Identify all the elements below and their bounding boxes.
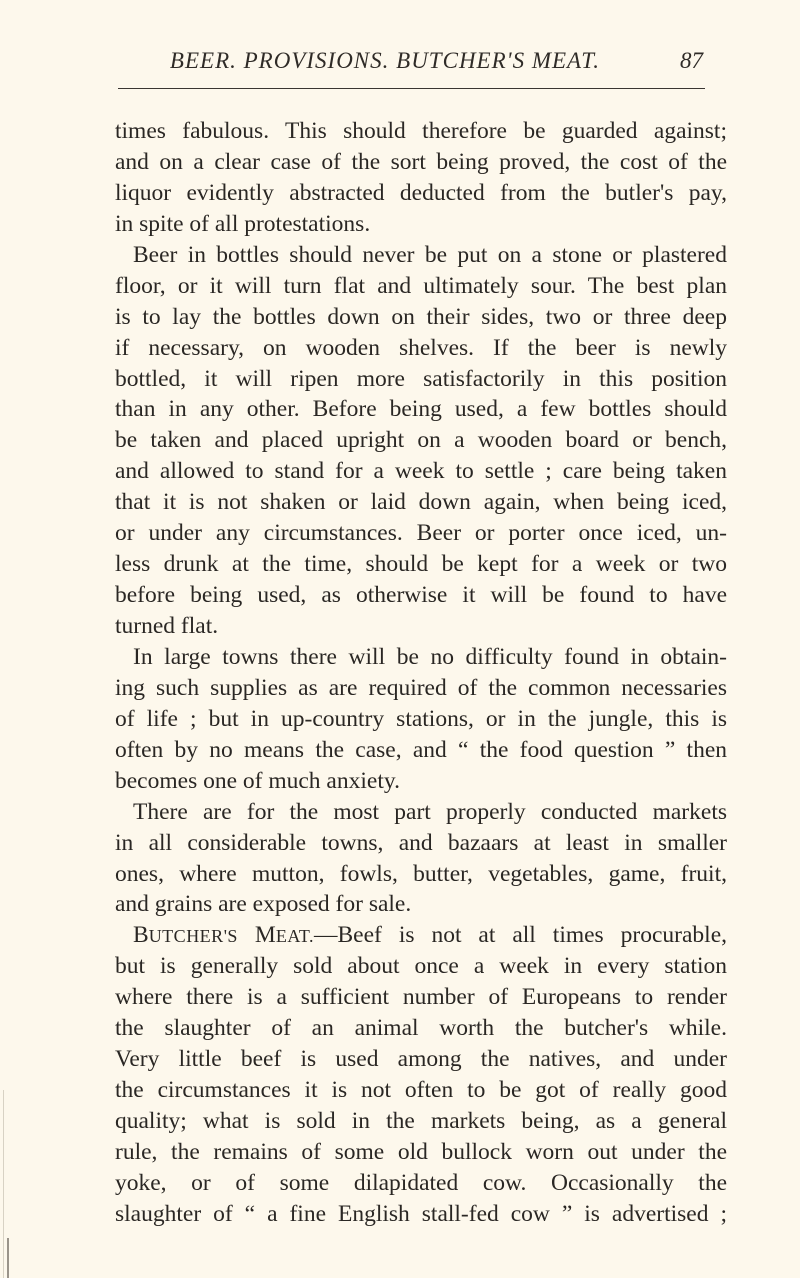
page-edge-shadow <box>3 1090 4 1278</box>
text-line: is to lay the bottles down on their sides, two or three deep <box>115 303 727 330</box>
text-line: ing such supplies as are required of the common necessaries <box>115 674 727 701</box>
text-line: of life ; but in up-country stations, or in the jungle, this is <box>115 705 727 732</box>
text-line: yoke, or of some dilapidated cow. Occasionally the <box>115 1169 727 1196</box>
text-line: be taken and placed upright on a wooden board or bench, <box>115 427 727 454</box>
text-line: where there is a sufficient number of Europeans to render <box>115 984 727 1011</box>
running-title: BEER. PROVISIONS. BUTCHER'S MEAT. <box>169 48 601 73</box>
text-line: rule, the remains of some old bullock worn out under the <box>115 1138 727 1165</box>
text-line: if necessary, on wooden shelves. If the beer is newly <box>115 334 727 361</box>
text-line: bottled, it will ripen more satisfactorily in this position <box>115 365 727 392</box>
paragraph-start-line: There are for the most part properly conducted markets <box>133 798 727 825</box>
text-line: less drunk at the time, should be kept for a week or two <box>115 551 727 578</box>
text-line: and allowed to stand for a week to settle ; care being taken <box>115 458 727 485</box>
header-rule <box>118 88 705 89</box>
text-line: slaughter of “ a fine English stall-fed cow ” is advertised ; <box>115 1200 727 1227</box>
text-line: liquor evidently abstracted deducted from the butler's pay, <box>115 179 727 206</box>
text-line: the slaughter of an animal worth the butcher's while. <box>115 1015 727 1042</box>
text-line: before being used, as otherwise it will be found to have <box>115 582 727 609</box>
text-line: turned flat. <box>115 613 219 639</box>
page-number: 87 <box>680 48 703 73</box>
text-line: in all considerable towns, and bazaars at least in smaller <box>115 829 727 856</box>
text-line: and on a clear case of the sort being proved, the cost of the <box>115 148 727 175</box>
running-head <box>115 48 705 88</box>
text-line: but is generally sold about once a week in every station <box>115 953 727 980</box>
paragraph-start-line: Beer in bottles should never be put on a stone or plastered <box>133 241 727 268</box>
text-line: in spite of all protestations. <box>115 210 371 237</box>
text-line: becomes one of much anxiety. <box>115 767 400 794</box>
text-line: the circumstances it is not often to be got of really good <box>115 1077 727 1104</box>
text-line: often by no means the case, and “ the food question ” then <box>115 736 727 763</box>
paragraph-start-line: In large towns there will be no difficulty found in obtain- <box>133 643 727 670</box>
text-line: ones, where mutton, fowls, butter, vegetables, game, fruit, <box>115 860 727 887</box>
page-edge-mark <box>7 1238 9 1278</box>
text-line: floor, or it will turn flat and ultimately sour. The best plan <box>115 272 727 299</box>
section-heading: BUTCHER'S MEAT. <box>133 922 314 949</box>
text-line: than in any other. Before being used, a few bottles should <box>115 396 727 423</box>
text-line: and grains are exposed for sale. <box>115 891 412 918</box>
section-heading-text: —Beef is not at all times procurable, <box>314 922 728 949</box>
section-heading-line <box>115 920 727 951</box>
text-line: or under any circumstances. Beer or porter once iced, un- <box>115 520 727 547</box>
body-text <box>115 116 727 1230</box>
text-line: Very little beef is used among the natives, and under <box>115 1046 727 1073</box>
text-line: quality; what is sold in the markets being, as a general <box>115 1108 727 1134</box>
text-line: times fabulous. This should therefore be guarded against; <box>115 118 727 144</box>
text-line: that it is not shaken or laid down again, when being iced, <box>115 489 727 516</box>
